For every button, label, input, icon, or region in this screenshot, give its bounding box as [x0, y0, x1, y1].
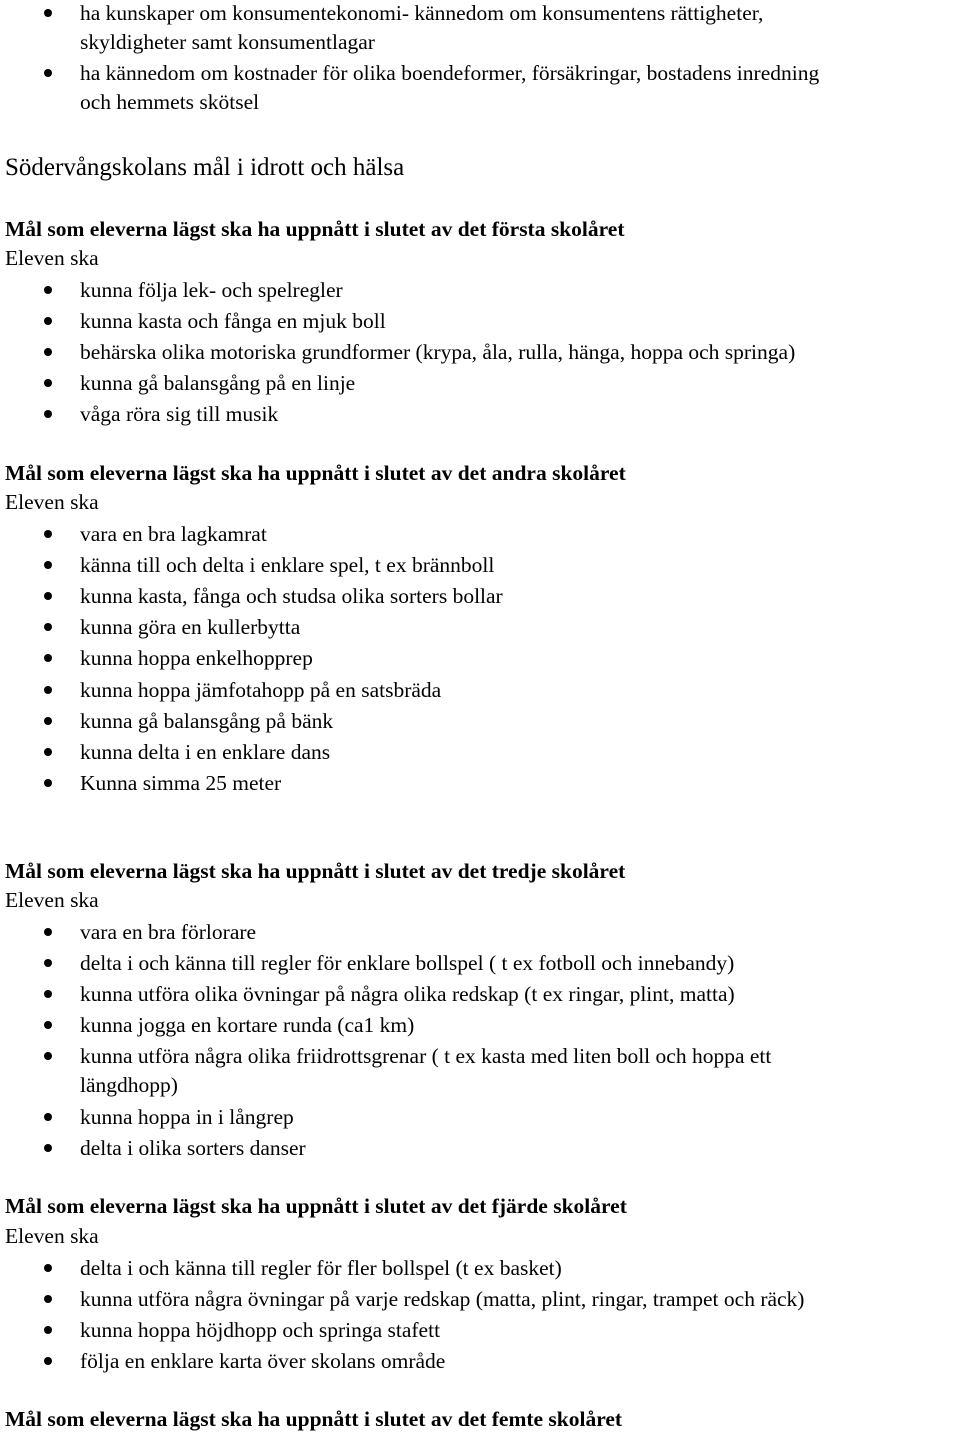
- list-item: kunna gå balansgång på en linje: [80, 371, 356, 395]
- list-item: kunna hoppa enkelhopprep: [80, 646, 313, 670]
- bullet-icon: [44, 410, 52, 418]
- list-item: kunna delta i en enklare dans: [80, 740, 331, 764]
- list-item: delta i och känna till regler för fler bollspel (t ex basket): [80, 1256, 562, 1280]
- list-item: vara en bra förlorare: [80, 920, 257, 944]
- list-item: kunna följa lek- och spelregler: [80, 278, 343, 302]
- list-item: känna till och delta i enklare spel, t ex brännboll: [80, 553, 495, 577]
- list-item: kunna utföra några övningar på varje redskap (matta, plint, ringar, trampet och räck): [80, 1287, 805, 1311]
- list-item: ha kännedom om kostnader för olika boendeformer, försäkringar, bostadens inredning: [80, 61, 820, 85]
- bullet-icon: [44, 928, 52, 936]
- goal-heading: Mål som eleverna lägst ska ha uppnått i slutet av det femte skolåret: [5, 1407, 623, 1431]
- goal-heading: Mål som eleverna lägst ska ha uppnått i slutet av det andra skolåret: [5, 461, 626, 485]
- bullet-icon: [44, 654, 52, 662]
- bullet-icon: [44, 717, 52, 725]
- list-item: kunna kasta, fånga och studsa olika sorters bollar: [80, 584, 503, 608]
- list-item: ha kunskaper om konsumentekonomi- kännedom om konsumentens rättigheter,: [80, 1, 764, 25]
- bullet-icon: [44, 748, 52, 756]
- goal-lead: Eleven ska: [5, 246, 99, 270]
- bullet-icon: [44, 959, 52, 967]
- bullet-icon: [44, 9, 52, 17]
- list-item-continuation: skyldigheter samt konsumentlagar: [80, 30, 375, 54]
- section-title: Södervångskolans mål i idrott och hälsa: [5, 154, 405, 181]
- goal-heading: Mål som eleverna lägst ska ha uppnått i slutet av det fjärde skolåret: [5, 1194, 627, 1218]
- bullet-icon: [44, 592, 52, 600]
- goal-lead: Eleven ska: [5, 888, 99, 912]
- goal-lead: Eleven ska: [5, 1224, 99, 1248]
- bullet-icon: [44, 69, 52, 77]
- list-item: kunna jogga en kortare runda (ca1 km): [80, 1013, 415, 1037]
- bullet-icon: [44, 779, 52, 787]
- list-item: delta i och känna till regler för enklare bollspel ( t ex fotboll och innebandy): [80, 951, 735, 975]
- list-item: Kunna simma 25 meter: [80, 771, 282, 795]
- goal-heading: Mål som eleverna lägst ska ha uppnått i slutet av det tredje skolåret: [5, 859, 626, 883]
- goal-heading: Mål som eleverna lägst ska ha uppnått i slutet av det första skolåret: [5, 217, 625, 241]
- list-item: kunna hoppa jämfotahopp på en satsbräda: [80, 678, 442, 702]
- bullet-icon: [44, 1144, 52, 1152]
- bullet-icon: [44, 317, 52, 325]
- bullet-icon: [44, 530, 52, 538]
- list-item: kunna gå balansgång på bänk: [80, 709, 334, 733]
- bullet-icon: [44, 1295, 52, 1303]
- list-item-continuation: och hemmets skötsel: [80, 90, 260, 114]
- bullet-icon: [44, 561, 52, 569]
- bullet-icon: [44, 686, 52, 694]
- list-item: kunna kasta och fånga en mjuk boll: [80, 309, 386, 333]
- list-item: vara en bra lagkamrat: [80, 522, 267, 546]
- bullet-icon: [44, 379, 52, 387]
- list-item: kunna göra en kullerbytta: [80, 615, 301, 639]
- bullet-icon: [44, 623, 52, 631]
- goal-lead: Eleven ska: [5, 490, 99, 514]
- bullet-icon: [44, 1113, 52, 1121]
- bullet-icon: [44, 286, 52, 294]
- list-item: kunna utföra olika övningar på några olika redskap (t ex ringar, plint, matta): [80, 982, 735, 1006]
- list-item: kunna hoppa höjdhopp och springa stafett: [80, 1318, 441, 1342]
- list-item: behärska olika motoriska grundformer (krypa, åla, rulla, hänga, hoppa och springa): [80, 340, 796, 364]
- bullet-icon: [44, 348, 52, 356]
- list-item: våga röra sig till musik: [80, 402, 279, 426]
- list-item: kunna hoppa in i långrep: [80, 1105, 294, 1129]
- bullet-icon: [44, 1052, 52, 1060]
- list-item: delta i olika sorters danser: [80, 1136, 306, 1160]
- list-item: kunna utföra några olika friidrottsgrenar ( t ex kasta med liten boll och hoppa ett: [80, 1044, 772, 1068]
- list-item: följa en enklare karta över skolans område: [80, 1349, 446, 1373]
- bullet-icon: [44, 1264, 52, 1272]
- bullet-icon: [44, 1021, 52, 1029]
- bullet-icon: [44, 1326, 52, 1334]
- list-item-continuation: längdhopp): [80, 1073, 178, 1097]
- bullet-icon: [44, 1357, 52, 1365]
- bullet-icon: [44, 990, 52, 998]
